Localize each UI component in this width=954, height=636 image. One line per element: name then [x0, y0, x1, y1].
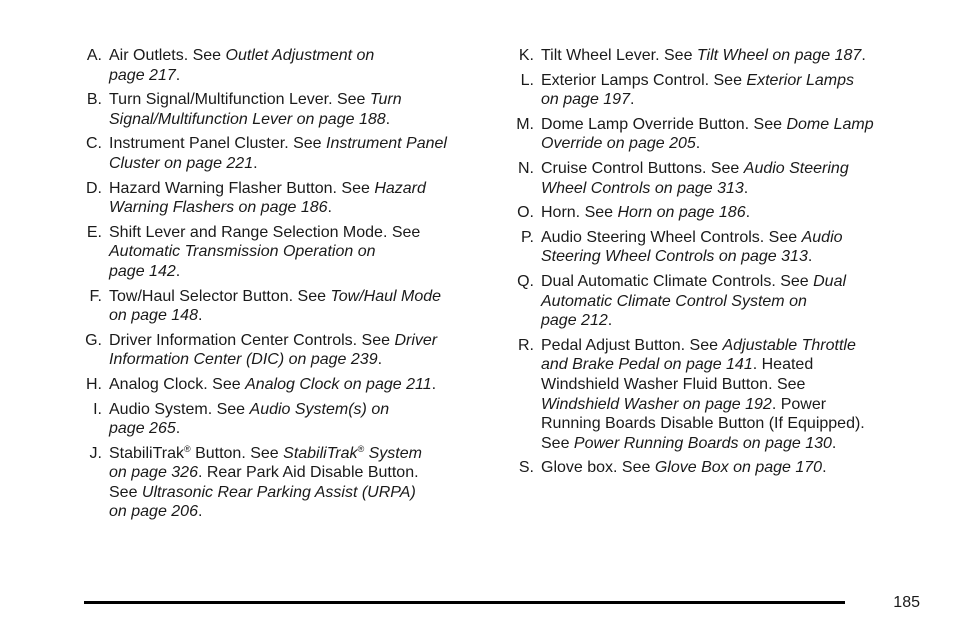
item-letter: C. [86, 135, 102, 153]
cross-reference: Glove Box on page 170 [654, 459, 823, 477]
footer-rule [84, 601, 845, 604]
text-line [541, 375, 928, 395]
text-run: Button. See [190, 444, 284, 462]
item-letter: E. [86, 223, 102, 241]
text-line [109, 400, 496, 420]
text-line [109, 66, 496, 86]
text-line [541, 179, 928, 199]
cross-reference: Adjustable Throttle [722, 336, 856, 354]
item-text [109, 331, 496, 370]
cross-reference: page 217 [109, 66, 176, 84]
text-run: . [607, 312, 613, 330]
text-run: Air Outlets. See [109, 47, 226, 64]
cross-reference: Dual [813, 272, 847, 290]
text-run: Horn. See [541, 204, 618, 222]
list-item [76, 179, 496, 218]
text-line [109, 154, 496, 174]
cross-reference: Automatic Transmission Operation on [109, 243, 376, 261]
cross-reference: Steering Wheel Controls on page 313 [541, 248, 808, 266]
cross-reference: Hazard [374, 179, 426, 197]
cross-reference: Signal/Multifunction Lever on page 188 [109, 110, 386, 128]
item-letter: F. [89, 287, 102, 305]
text-line [109, 262, 496, 282]
cross-reference: page 212 [541, 312, 608, 330]
text-line [541, 46, 928, 66]
cross-reference: on page 197 [541, 91, 630, 109]
cross-reference: System [364, 444, 422, 462]
item-letter: S. [518, 459, 534, 477]
item-letter: G. [85, 331, 102, 349]
text-run: . Rear Park Aid Disable Button. [197, 464, 419, 482]
item-letter: R. [518, 336, 534, 354]
text-run: . [861, 47, 866, 64]
cross-reference: Automatic Climate Control System on [541, 292, 807, 310]
text-line [109, 444, 496, 464]
item-text [541, 203, 928, 223]
text-line [541, 355, 928, 375]
text-run: StabiliTrak [109, 444, 184, 462]
text-run: Dome Lamp Override Button. See [541, 115, 787, 133]
text-run: . [197, 503, 203, 521]
item-text [541, 159, 928, 198]
text-line [541, 90, 928, 110]
item-text [541, 458, 928, 478]
list-item [76, 331, 496, 370]
item-text [109, 223, 496, 282]
text-run: . Power [771, 395, 827, 413]
text-line [541, 272, 928, 292]
text-run: Running Boards Disable Button (If Equipped). [541, 415, 865, 433]
text-line [109, 242, 496, 262]
text-line [541, 203, 928, 223]
text-run: Pedal Adjust Button. See [541, 336, 723, 354]
text-run: Analog Clock. See [109, 375, 246, 393]
cross-reference: Tow/Haul Mode [330, 287, 442, 305]
list-item [508, 46, 928, 66]
text-line [109, 287, 496, 307]
text-line [109, 90, 496, 110]
text-line [541, 71, 928, 91]
text-run: . [175, 420, 181, 438]
text-line [541, 336, 928, 356]
text-run: Audio Steering Wheel Controls. See [541, 228, 802, 246]
item-text [109, 287, 496, 326]
text-line [109, 134, 496, 154]
item-letter: I. [93, 400, 102, 418]
text-line [109, 46, 496, 66]
cross-reference: and Brake Pedal on page 141 [541, 356, 753, 374]
cross-reference: Analog Clock on page 211 [245, 375, 432, 393]
list-item [508, 336, 928, 454]
text-run: Hazard Warning Flasher Button. See [109, 179, 375, 197]
text-line [109, 463, 496, 483]
cross-reference: Exterior Lamps [746, 71, 855, 89]
text-run: . [431, 375, 437, 393]
text-run: Shift Lever and Range Selection Mode. See [109, 223, 421, 241]
list-item [76, 400, 496, 439]
cross-reference: Audio System(s) on [249, 400, 390, 418]
text-run: . [253, 154, 258, 172]
text-run: . [377, 351, 383, 369]
text-line [541, 115, 928, 135]
cross-reference: Power Running Boards on page 130 [573, 434, 832, 452]
text-line [109, 502, 496, 522]
cross-reference: page 142 [109, 262, 176, 280]
text-run: Tilt Wheel Lever. See [541, 47, 697, 64]
item-letter: L. [520, 71, 534, 89]
text-run: Audio System. See [109, 400, 250, 418]
text-line [541, 458, 928, 478]
text-line [541, 434, 928, 454]
list-item [76, 46, 496, 85]
registered-mark: ® [183, 443, 191, 454]
text-run: . [831, 434, 837, 452]
item-text [541, 336, 928, 454]
text-run: Turn Signal/Multifunction Lever. See [109, 91, 370, 109]
list-item [508, 458, 928, 478]
item-text [541, 115, 928, 154]
text-run: Instrument Panel Cluster. See [109, 135, 326, 153]
item-letter: J. [89, 444, 102, 462]
cross-reference: Wheel Controls on page 313 [541, 179, 744, 197]
text-line [109, 483, 496, 503]
text-line [541, 395, 928, 415]
text-run: See [541, 434, 574, 452]
list-item [508, 203, 928, 223]
cross-reference: Dome Lamp [786, 115, 874, 133]
cross-reference: StabiliTrak [283, 444, 358, 462]
list-item [76, 134, 496, 173]
text-run: . [197, 307, 203, 325]
text-run: . [175, 262, 181, 280]
text-line [541, 159, 928, 179]
cross-reference: Warning Flashers on page 186 [109, 199, 328, 217]
text-run: . [695, 135, 701, 153]
cross-reference: Audio Steering [743, 159, 849, 177]
page-number: 185 [893, 594, 920, 611]
text-line [541, 414, 928, 434]
text-run: Tow/Haul Selector Button. See [109, 287, 331, 305]
cross-reference: Turn [369, 91, 402, 109]
cross-reference: page 265 [109, 420, 176, 438]
text-line [109, 375, 496, 395]
text-run: . [175, 66, 181, 84]
text-line [541, 247, 928, 267]
text-run: Exterior Lamps Control. See [541, 71, 747, 89]
item-text [541, 228, 928, 267]
text-run: See [109, 483, 142, 501]
text-run: . [807, 248, 813, 266]
text-line [109, 223, 496, 243]
text-line [541, 311, 928, 331]
list-item [76, 375, 496, 395]
list-item [508, 228, 928, 267]
item-letter: P. [520, 228, 534, 246]
text-line [109, 331, 496, 351]
list-item [76, 223, 496, 282]
text-line [109, 110, 496, 130]
text-run: Driver Information Center Controls. See [109, 331, 395, 349]
text-run: . [822, 459, 827, 477]
cross-reference: Windshield Washer on page 192 [541, 395, 772, 413]
text-run: . [629, 91, 635, 109]
text-line [109, 419, 496, 439]
item-letter: N. [518, 159, 534, 177]
item-text [541, 272, 928, 331]
text-line [109, 198, 496, 218]
list-item [76, 444, 496, 522]
text-run: Cruise Control Buttons. See [541, 159, 744, 177]
cross-reference: Driver [394, 331, 438, 349]
text-line [541, 292, 928, 312]
list-item [508, 115, 928, 154]
right-column [508, 46, 928, 483]
left-column [76, 46, 496, 527]
item-text [109, 134, 496, 173]
text-line [541, 134, 928, 154]
item-text [109, 179, 496, 218]
text-run: . Heated [752, 356, 814, 374]
text-run: . [327, 199, 332, 217]
item-letter: D. [86, 179, 102, 197]
item-text [541, 71, 928, 110]
cross-reference: Information Center (DIC) on page 239 [109, 351, 378, 369]
list-item [508, 272, 928, 331]
text-run: Dual Automatic Climate Controls. See [541, 272, 814, 290]
text-run: . [743, 179, 749, 197]
cross-reference: Horn on page 186 [617, 204, 746, 222]
text-run: . [385, 110, 391, 128]
cross-reference: Cluster on page 221 [109, 154, 254, 172]
item-text [109, 444, 496, 522]
cross-reference: Override on page 205 [541, 135, 696, 153]
list-item [508, 159, 928, 198]
item-letter: O. [517, 204, 534, 222]
item-text [109, 400, 496, 439]
item-letter: H. [86, 375, 102, 393]
cross-reference: Instrument Panel [326, 135, 447, 153]
item-letter: M. [516, 115, 534, 133]
item-letter: A. [86, 47, 102, 64]
cross-reference: Tilt Wheel on page 187 [696, 47, 862, 64]
text-run: . [745, 204, 751, 222]
text-line [109, 350, 496, 370]
item-text [109, 46, 496, 85]
item-text [109, 375, 496, 395]
text-line [109, 179, 496, 199]
list-item [76, 90, 496, 129]
list-item [76, 287, 496, 326]
text-line [541, 228, 928, 248]
cross-reference: Ultrasonic Rear Parking Assist (URPA) [141, 483, 416, 501]
registered-mark: ® [357, 443, 365, 454]
item-letter: B. [86, 91, 102, 109]
item-letter: K. [518, 47, 534, 64]
item-letter: Q. [517, 272, 534, 290]
text-run: Glove box. See [541, 459, 655, 477]
text-run: Windshield Washer Fluid Button. See [541, 375, 806, 393]
list-item [508, 71, 928, 110]
item-text [109, 90, 496, 129]
cross-reference: on page 206 [109, 503, 198, 521]
cross-reference: Audio [801, 228, 843, 246]
cross-reference: Outlet Adjustment on [225, 47, 375, 64]
text-line [109, 306, 496, 326]
item-text [541, 46, 928, 66]
cross-reference: on page 148 [109, 307, 198, 325]
cross-reference: on page 326 [109, 464, 198, 482]
